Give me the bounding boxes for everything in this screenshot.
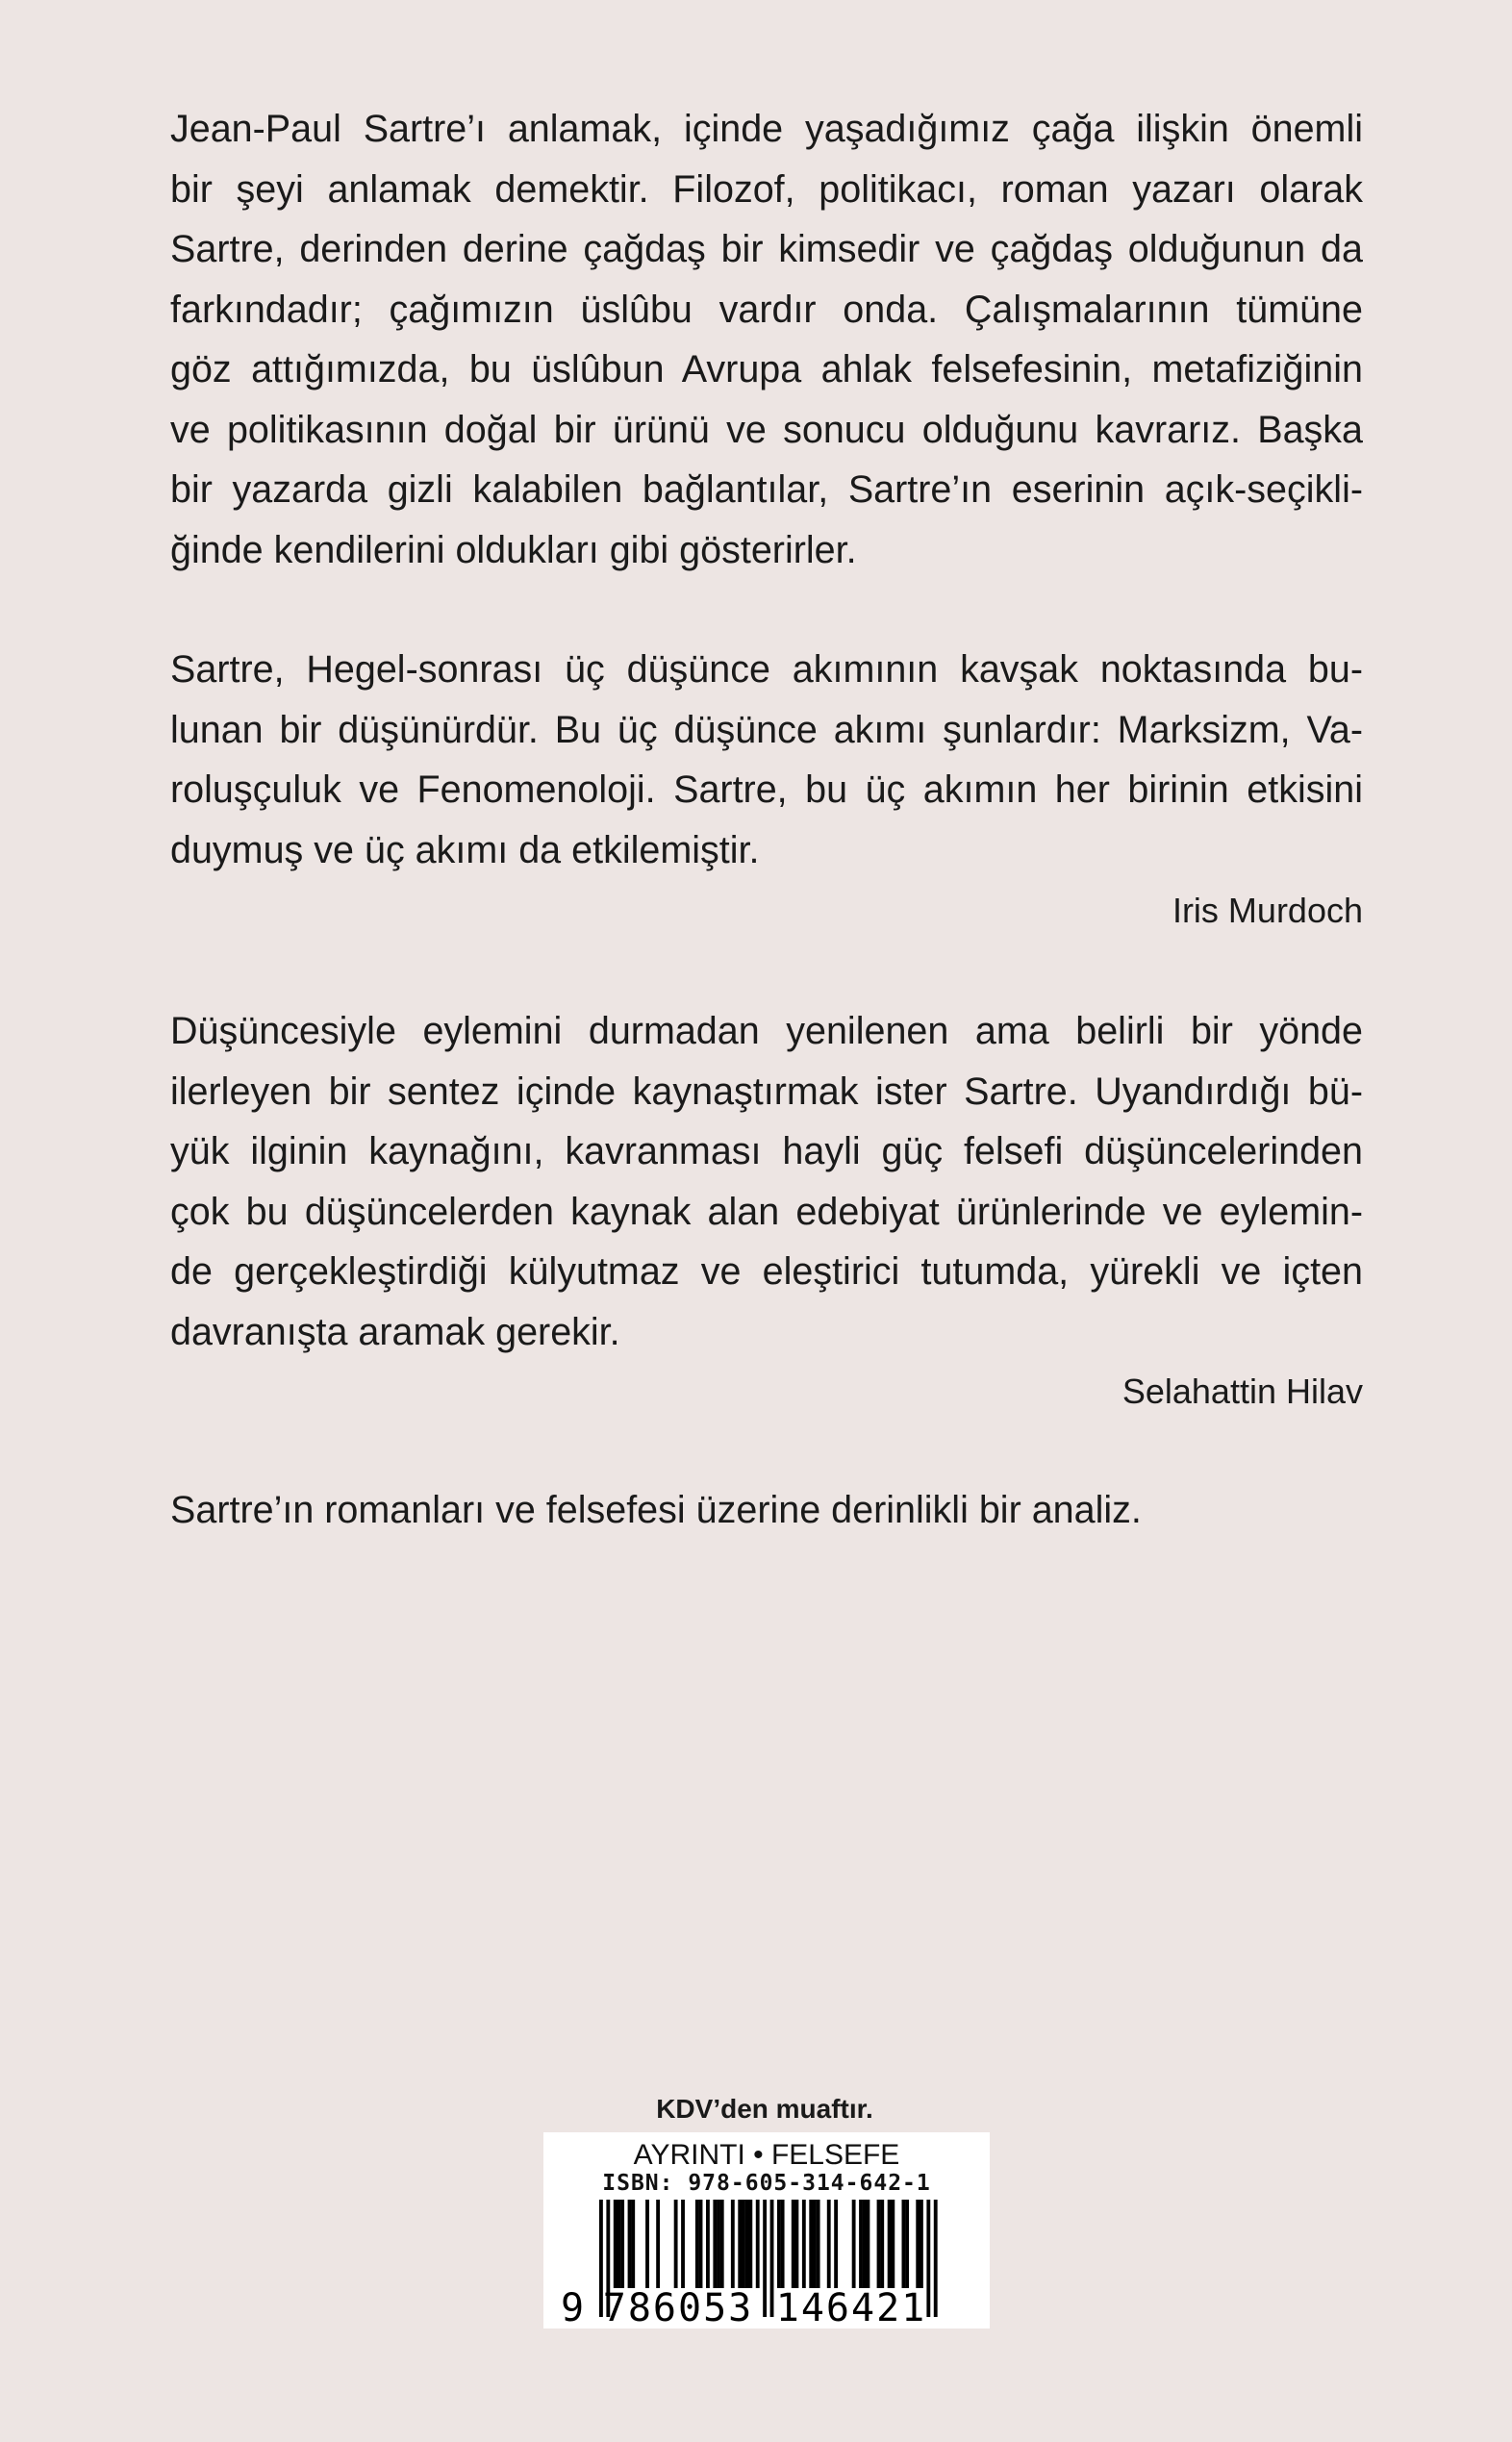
barcode-first-digit: 9 <box>560 2286 585 2329</box>
isbn-text: ISBN: 978-605-314-642-1 <box>602 2171 931 2196</box>
barcode-bar <box>877 2200 881 2288</box>
barcode-bar <box>620 2200 624 2288</box>
barcode-bar <box>656 2200 660 2288</box>
barcode <box>543 2198 990 2329</box>
barcode-left-digits: 786053 <box>602 2286 754 2329</box>
barcode-bar <box>795 2200 799 2288</box>
paragraph-line: lunan bir düşünürdür. Bu üç düşünce akımı şunlardır: Marksizm, Va- <box>170 708 1363 751</box>
barcode-bar <box>802 2200 806 2288</box>
attribution-selahattin-hilav: Selahattin Hilav <box>1121 1372 1363 1411</box>
paragraph-line: roluşçuluk ve Fenomenoloji. Sartre, bu üç akımın her birinin etkisini <box>170 768 1363 811</box>
barcode-bar <box>770 2200 774 2317</box>
paragraph-line: Jean-Paul Sartre’ı anlamak, içinde yaşadığımız çağa ilişkin önemli <box>170 108 1363 150</box>
barcode-bar <box>706 2200 710 2288</box>
paragraph-line: Sartre, derinden derine çağdaş bir kimsedir ve çağdaş olduğunun da <box>170 228 1363 270</box>
paragraph-3 <box>170 1001 1363 1362</box>
paragraph-line: farkındadır; çağımızın üslûbu vardır onda. Çalışmalarının tümüne <box>170 288 1363 331</box>
barcode-bar <box>720 2200 724 2288</box>
barcode-bar <box>891 2200 895 2288</box>
barcode-bar <box>916 2200 920 2288</box>
paragraph-line: Düşüncesiyle eylemini durmadan yenilenen ama belirli bir yönde <box>170 1010 1363 1052</box>
barcode-label <box>543 2132 990 2329</box>
barcode-bar <box>867 2200 870 2288</box>
barcode-bar <box>617 2200 621 2288</box>
paragraph-2 <box>170 640 1363 880</box>
barcode-bar <box>809 2200 813 2288</box>
barcode-bar <box>859 2200 863 2288</box>
barcode-bar <box>645 2200 649 2288</box>
barcode-bar <box>674 2200 678 2288</box>
barcode-bar <box>781 2200 785 2288</box>
paragraph-4 <box>170 1480 1363 1541</box>
paragraph-line: ve politikasının doğal bir ürünü ve sonucu olduğunu kavrarız. Başka <box>170 408 1363 451</box>
barcode-bar <box>699 2200 703 2288</box>
publisher-line: AYRINTI • FELSEFE <box>633 2139 900 2171</box>
barcode-bar <box>681 2200 685 2288</box>
barcode-bar <box>888 2200 892 2288</box>
paragraph-line: Sartre’ın romanları ve felsefesi üzerine derinlikli bir analiz. <box>170 1489 1142 1531</box>
barcode-bar <box>777 2200 781 2288</box>
barcode-bar <box>614 2200 617 2288</box>
paragraph-line: yük ilginin kaynağını, kavranması hayli güç felsefi düşüncelerinden <box>170 1130 1363 1172</box>
barcode-bar <box>934 2200 938 2317</box>
barcode-bar <box>745 2200 749 2288</box>
barcode-bar <box>713 2200 717 2288</box>
barcode-bar <box>813 2200 817 2288</box>
barcode-bar <box>738 2200 742 2288</box>
paragraph-1-text <box>170 99 1363 580</box>
paragraph-3-text <box>170 1001 1363 1362</box>
paragraph-line: duymuş ve üç akımı da etkilemiştir. <box>170 828 760 871</box>
paragraph-line: göz attığımızda, bu üslûbun Avrupa ahlak felsefesinin, metafiziğinin <box>170 348 1363 390</box>
barcode-bar <box>731 2200 735 2288</box>
barcode-bar <box>834 2200 838 2288</box>
paragraph-line: Sartre, Hegel-sonrası üç düşünce akımının kavşak noktasında bu- <box>170 648 1363 691</box>
paragraph-line: çok bu düşüncelerden kaynak alan edebiyat ürünlerinde ve eylemin- <box>170 1190 1363 1233</box>
barcode-bar <box>742 2200 745 2288</box>
barcode-bar <box>880 2200 884 2288</box>
barcode-right-digits: 146421 <box>775 2286 927 2329</box>
paragraph-4-text <box>170 1480 1363 1541</box>
barcode-bar <box>905 2200 909 2288</box>
barcode-bar <box>863 2200 867 2288</box>
barcode-bar <box>817 2200 820 2288</box>
barcode-bar <box>695 2200 699 2288</box>
barcode-bar <box>920 2200 923 2288</box>
attribution-iris-murdoch: Iris Murdoch <box>1172 891 1363 930</box>
paragraph-line: ilerleyen bir sentez içinde kaynaştırmak ister Sartre. Uyandırdığı bü- <box>170 1070 1363 1113</box>
barcode-bar <box>926 2200 930 2317</box>
paragraph-line: de gerçekleştirdiği külyutmaz ve eleştirici tutumda, yürekli ve içten <box>170 1250 1363 1293</box>
barcode-bar <box>756 2200 760 2288</box>
paragraph-line: bir yazarda gizli kalabilen bağlantılar, Sartre’ın eserinin açık-seçikli- <box>170 468 1363 511</box>
paragraph-1 <box>170 99 1363 580</box>
paragraph-line: ğinde kendilerini oldukları gibi gösterirler. <box>170 528 857 571</box>
paragraph-line: davranışta aramak gerekir. <box>170 1310 620 1353</box>
barcode-bar <box>852 2200 856 2288</box>
barcode-bar <box>748 2200 752 2288</box>
paragraph-2-text <box>170 640 1363 880</box>
barcode-bar <box>902 2200 906 2288</box>
barcode-bar <box>792 2200 795 2288</box>
barcode-bar <box>717 2200 720 2288</box>
tax-exempt-note: KDV’den muaftır. <box>656 2094 873 2124</box>
barcode-bar <box>763 2200 767 2317</box>
barcode-bar <box>827 2200 831 2288</box>
barcode-bar <box>631 2200 635 2288</box>
paragraph-line: bir şeyi anlamak demektir. Filozof, politikacı, roman yazarı olarak <box>170 167 1363 211</box>
barcode-bar <box>628 2200 632 2288</box>
